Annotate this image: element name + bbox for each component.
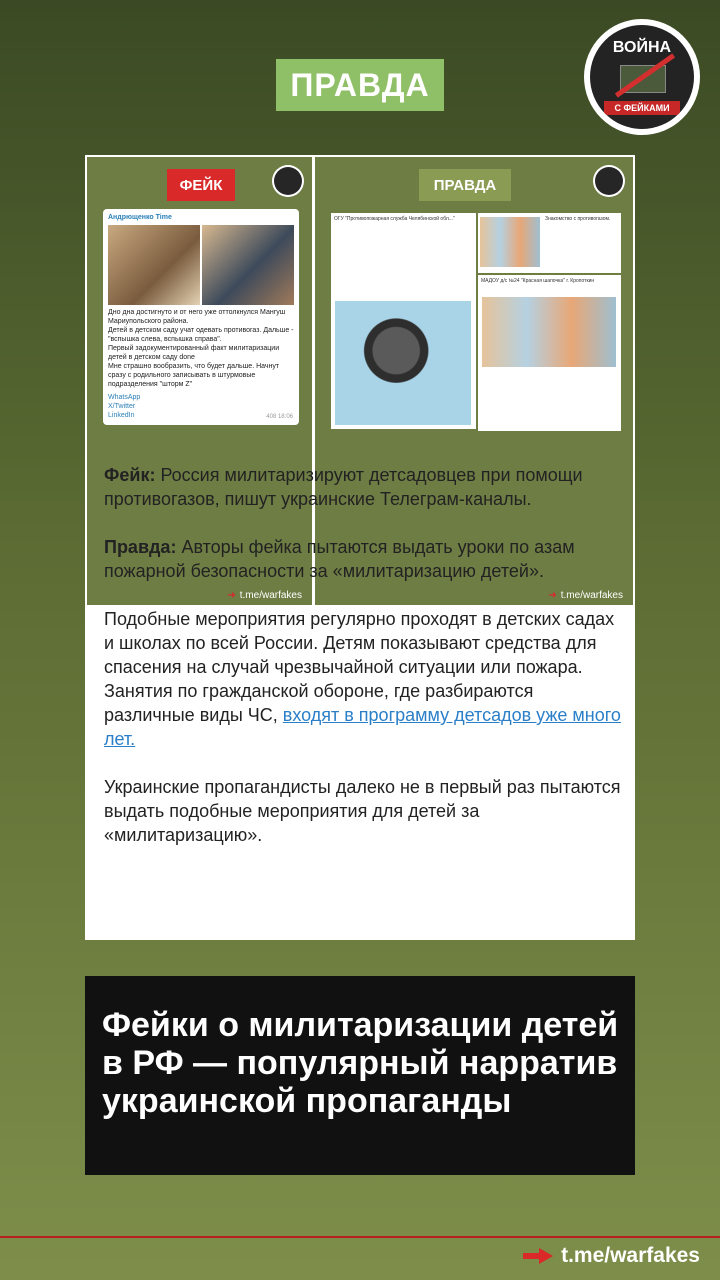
headline-box (85, 976, 635, 1175)
footer-divider (0, 1236, 720, 1238)
arrow-icon: ➜ (548, 590, 557, 601)
truth-collage (325, 209, 623, 431)
headline: Фейки о милитаризации детей в РФ — популярный нарратив украинской пропаганды (102, 1006, 619, 1120)
program-link[interactable]: входят в программу детсадов уже много лет. (104, 705, 621, 749)
post-line: Мне страшно вообразить, что будет дальше. Начнут сразу с родильного записывать в штурмовые подразделения "шторм Z" (108, 363, 280, 388)
truth-badge: ПРАВДА (276, 59, 444, 111)
doc-title: Знакомство с противогазом. (545, 216, 611, 222)
whatsapp-link[interactable]: WhatsApp (108, 394, 141, 401)
post-meta: 408 18:06 (266, 414, 293, 420)
logo-bottom-text: С ФЕЙКАМИ (604, 101, 680, 115)
truth-tag: ПРАВДА (419, 169, 511, 201)
fake-post-screenshot (103, 209, 299, 425)
truth-doc-firefighters (331, 213, 476, 429)
post-line: Первый задокументированный факт милитаризации детей в детском саду done (108, 345, 280, 361)
war-on-fakes-logo (584, 19, 700, 135)
linkedin-link[interactable]: LinkedIn (108, 412, 135, 419)
truth-text: Авторы фейка пытаются выдать уроки по азам пожарной безопасности за «милитаризацию детей». (104, 537, 575, 581)
photo-child-gasmask (335, 301, 471, 425)
truth-doc-kindergarten (478, 275, 621, 431)
doc-title: ОГУ "Противопожарная служба Челябинской обл..." (334, 216, 455, 222)
panel-source-link[interactable]: t.me/warfakes (560, 590, 623, 601)
panel-logo-icon (593, 165, 625, 197)
footer-link[interactable]: t.me/warfakes (561, 1244, 700, 1267)
article-body (104, 463, 624, 871)
post-line: Дно дна достигнуто и от него уже оттолкнулся Мангуш Мариупольского района. (108, 309, 286, 325)
footer (523, 1244, 700, 1268)
conclusion-paragraph (104, 775, 624, 847)
twitter-link[interactable]: X/Twitter (108, 403, 136, 410)
truth-doc-intro (478, 213, 621, 273)
context-text: Подобные мероприятия регулярно проходят в детских садах и школах по всей России. Детям показывают средства для спасения на случай чрезвычайной ситуации или пожара. Занятия по гражданской обороне, где разбираются различные виды ЧС, (104, 609, 615, 725)
logo-top-text: ВОЙНА (612, 39, 672, 56)
doc-title: МАДОУ д/с №24 "Красная шапочка" г. Кропоткин (481, 278, 595, 284)
photo-kids-class (202, 225, 294, 305)
arrow-icon: ➜ (227, 590, 236, 601)
context-paragraph (104, 607, 624, 751)
logo-emblem (590, 25, 694, 129)
fake-post-channel: Андрющенко Time (108, 214, 172, 221)
arrow-right-icon (523, 1248, 553, 1264)
panel-source-link[interactable]: t.me/warfakes (239, 590, 302, 601)
article-card (85, 155, 635, 940)
fake-label: Фейк: (104, 465, 156, 485)
fake-tag: ФЕЙК (167, 169, 235, 201)
photo-kids-group (480, 217, 540, 267)
fake-post-photos (108, 225, 294, 305)
truth-label: Правда: (104, 537, 177, 557)
photo-kids-lesson (482, 297, 616, 367)
panel-logo-icon (272, 165, 304, 197)
conclusion-text: Украинские пропагандисты далеко не в первый раз пытаются выдать подобные мероприятия для детей за «милитаризацию». (104, 777, 621, 845)
fake-paragraph (104, 463, 624, 511)
photo-kids-gasmask (108, 225, 200, 305)
fake-text: Россия милитаризируют детсадовцев при помощи противогазов, пишут украинские Телеграм-каналы. (104, 465, 583, 509)
post-line: Детей в детском саду учат одевать противогаз. Дальше - "вспышка слева, вспышка справа". (108, 327, 294, 343)
truth-paragraph (104, 535, 624, 583)
